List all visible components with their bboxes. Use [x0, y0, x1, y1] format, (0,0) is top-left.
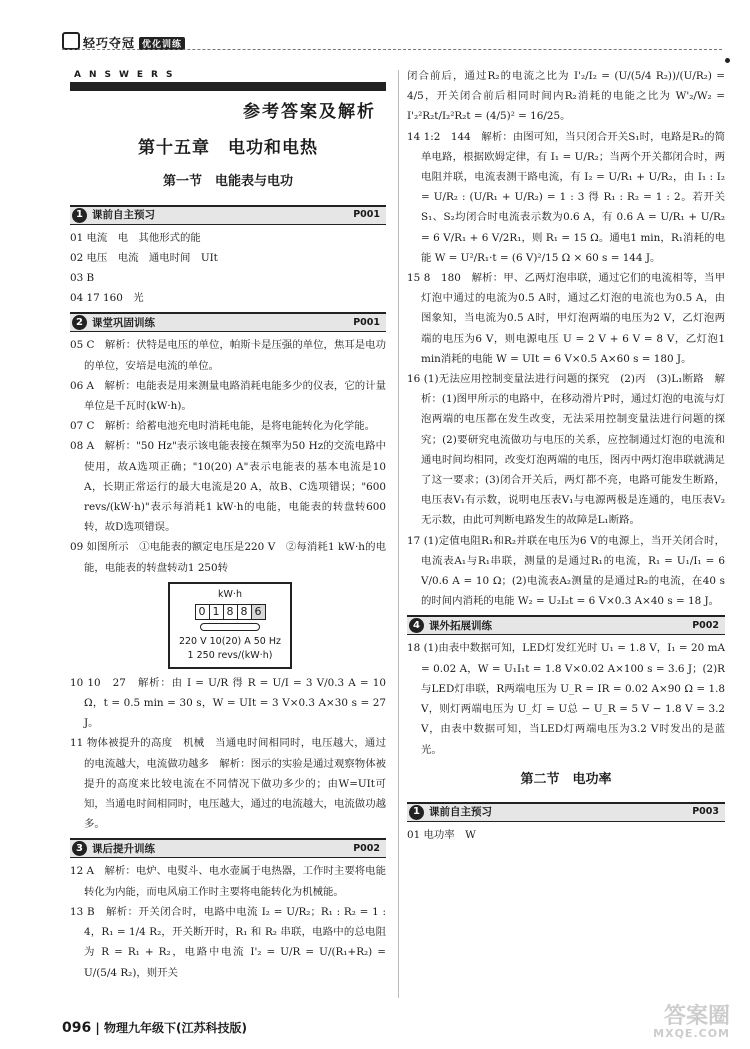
meter-digit: 0 [196, 605, 210, 619]
meter-digit: 1 [210, 605, 224, 619]
meter-spec: 220 V 10(20) A 50 Hz [178, 635, 282, 647]
answer-line: 02 电压 电流 通电时间 UIt [70, 251, 218, 264]
meter-digit: 6 [252, 605, 265, 619]
bar-code: P003 [692, 806, 719, 818]
answer-item: 08 A 解析："50 Hz"表示该电能表接在频率为50 Hz的交流电路中使用，故A选项正确；"10(20) A"表示电能表的基本电流是10 A，长期正常运行的最大电流是20 A，故B、C选项错误；"600 revs/(kW·h)"表示每消耗1 kW·h的电能，电能表的转盘转600转，故D选项错误。 [70, 440, 386, 534]
bar-code: P002 [692, 619, 719, 631]
bar-number: 3 [72, 841, 87, 856]
answer-item: 14 1:2 144 解析：由图可知，当只闭合开关S₁时，电路是R₂的简单电路，根据欧姆定律，有 I₁ = U/R₂；当两个开关都闭合时，两电阻并联，电流表测干路电流，有 I₂ = U/R₁ + U/R₂，由 I₁ : I₂ = U/R₂ : (U/R₁ + U/R₂) = 1 : 3 得 R₁ : R₂ = 1 : 2。若开关S₁、S₂均闭合时电流表示数为0.6 A，有 0.6 A = U/R₁ + U/R₂ = 6 V/R₁ + 6 V/2R₁，则 R₁ = 15 Ω。通电1 min，R₁消耗的电能 W = U²/R₁·t = (6 V)²/15 Ω × 60 s = 144 J。 [407, 130, 725, 264]
right-column [407, 66, 725, 845]
footer-separator: | [95, 1021, 104, 1035]
brand-name: 轻巧夺冠 [83, 36, 136, 50]
watermark-url: MXQE.COM [653, 1027, 730, 1040]
section-title: 第一节 电能表与电功 [162, 174, 293, 190]
brand-subtitle: 优化训练 [139, 37, 185, 50]
bar-number: 1 [409, 805, 424, 820]
answer-line: 03 B [70, 272, 95, 285]
answer-item: 12 A 解析：电炉、电熨斗、电水壶属于电热器，工作时主要将电能转化为内能，而电风扇工作时主要将电能转化为机械能。 [70, 865, 386, 898]
chapter-title: 第十五章 电功和电热 [138, 138, 318, 159]
page-number: 096 [62, 1020, 92, 1036]
answer-item: 15 8 180 解析：甲、乙两灯泡串联，通过它们的电流相等，当甲灯泡中通过的电流为0.5 A时，通过乙灯泡的电流也为0.5 A，由图象知，当电流为0.5 A时，甲灯泡两端的电压为2 V，乙灯泡两端的电压为6 V，则电源电压 U = 2 V + 6 V = 8 V，乙灯泡1 min消耗的电能 W = UIt = 6 V×0.5 A×60 s = 180 J。 [407, 272, 725, 365]
bar-label: 课堂巩固训练 [92, 316, 155, 329]
section-bar-pre-2 [407, 802, 725, 822]
bar-label: 课后提升训练 [92, 842, 155, 855]
answer-item: 06 A 解析：电能表是用来测量电路消耗电能多少的仪表，它的计量单位是千瓦时(kW·h)。 [70, 379, 386, 413]
section-bar-extend [407, 615, 725, 635]
answer-item: 18 (1)由表中数据可知，LED灯发红光时 U₁ = 1.8 V，I₁ = 20 mA = 0.02 A，W = U₁I₁t = 1.8 V×0.02 A×100 s = 3.6 J；(2)R与LED灯串联，R两端电压为 U_R = IR = 0.02 A×90 Ω = 1.8 V，则灯两端电压为 U_灯 = U总 − U_R = 5 V − 1.8 V = 3.2 V，由表中数据可知，当LED灯两端电压为3.2 V时发出的是蓝光。 [407, 642, 725, 756]
watermark-text: 答案圈 [663, 1004, 730, 1029]
electric-meter-figure [168, 582, 292, 669]
meter-unit: kW·h [218, 588, 242, 600]
meter-revs: 1 250 revs/(kW·h) [187, 649, 273, 661]
left-column [70, 96, 386, 983]
section-bar-improve [70, 838, 386, 858]
answer-item: 11 物体被提升的高度 机械 当通电时间相同时，电压越大，通过的电流越大，电流做功越多 解析：图示的实验是通过观察物体被提升的高度来比较电流在不同情况下做功多少的；由W=UIt可知，当通电时间相同时，电压越大，通过的电流越大，电流做功越多。 [70, 737, 386, 831]
answer-line: 04 17 160 光 [70, 292, 144, 305]
answer-line: 01 电流 电 其他形式的能 [70, 231, 201, 244]
answer-item: 16 (1)无法应用控制变量法进行问题的探究 (2)丙 (3)L₁断路 解析：(1)图甲所示的电路中，在移动滑片P时，通过灯泡的电流与灯泡两端的电压都在发生改变，无法采用控制变量法进行问题的探究；(2)要研究电流做功与电压的关系，应控制通过灯泡的电流和通电时间均相同，改变灯泡两端的电压，图丙中两灯泡串联就满足了这一要求；(3)闭合开关后，两灯都不亮，电路可能发生断路，电压表V₁有示数，说明电压表V₁与电源两极是连通的，电压表V₂无示数，由此可判断电路发生的故障是L₁断路。 [407, 373, 725, 527]
answer-item: 09 如图所示 ①电能表的额定电压是220 V ②每消耗1 kW·h的电能，电能表的转盘转动1 250转 [70, 541, 386, 574]
answers-label: ANSWERS [74, 70, 181, 80]
bar-number: 2 [72, 315, 87, 330]
watermark [610, 1004, 730, 1042]
answer-item: 17 (1)定值电阻R₁和R₂并联在电压为6 V的电源上，当开关闭合时，电流表A₁与R₁串联，测量的是通过R₁的电流，R₁ = U₁/I₁ = 6 V/0.6 A = 10 Ω；(2)电流表A₂测量的是通过R₂的电流，在40 s的时间内消耗的电能 W₂ = U₂I₂t = 6 V×0.3 A×40 s = 18 J。 [407, 534, 725, 608]
section2-title: 第二节 电功率 [520, 771, 612, 787]
meter-digits [195, 604, 266, 620]
bar-label: 课前自主预习 [92, 209, 155, 222]
bar-label: 课前自主预习 [429, 806, 492, 819]
meter-digit: 8 [238, 605, 252, 619]
bar-number: 1 [72, 208, 87, 223]
main-title: 参考答案及解析 [243, 102, 376, 122]
answer-item: 07 C 解析：给蓄电池充电时消耗电能，是将电能转化为化学能。 [70, 420, 376, 433]
book-title: 物理九年级下(江苏科技版) [103, 1021, 247, 1035]
brand-mark-icon [62, 32, 80, 50]
corner-dot [725, 58, 730, 63]
answer-item: 05 C 解析：伏特是电压的单位，帕斯卡是压强的单位，焦耳是电功的单位，安培是电流的单位。 [70, 339, 386, 372]
section-bar-pre [70, 205, 386, 225]
answers-bar [70, 82, 386, 91]
answer-item: 13 B 解析：开关闭合时，电路中电流 I₂ = U/R₂；R₁ : R₂ = 1 : 4，R₁ = 1/4 R₂，开关断开时，R₁ 和 R₂ 串联，电路中的总电阻为 R = R₁ + R₂，电路中电流 I'₂ = U/R = U/(R₁+R₂) = U/(5/4 R₂)，则开关 [70, 905, 386, 979]
answer-continuation: 闭合前后，通过R₂的电流之比为 I'₂/I₂ = (U/(5/4 R₂))/(U/R₂) = 4/5，开关闭合前后相同时间内R₂消耗的电能之比为 W'₂/W₂ = I'₂²R₂t/I₂²R₂t = (4/5)² = 16/25。 [407, 70, 725, 123]
bar-code: P002 [353, 842, 380, 854]
bar-code: P001 [353, 209, 380, 221]
section-bar-consolidate [70, 312, 386, 332]
bar-code: P001 [353, 316, 380, 328]
meter-digit: 8 [224, 605, 238, 619]
page-footer [62, 1019, 247, 1036]
meter-dial-icon [200, 623, 260, 631]
answer-line: 01 电功率 W [407, 828, 476, 841]
bar-label: 课外拓展训练 [429, 619, 492, 632]
column-divider [398, 70, 399, 998]
header-rule [62, 49, 722, 50]
answer-item: 10 10 27 解析：由 I = U/R 得 R = U/I = 3 V/0.3 A = 10 Ω，t = 0.5 min = 30 s，W = UIt = 3 V×0.3 A×30 s = 27 J。 [70, 676, 386, 730]
bar-number: 4 [409, 618, 424, 633]
